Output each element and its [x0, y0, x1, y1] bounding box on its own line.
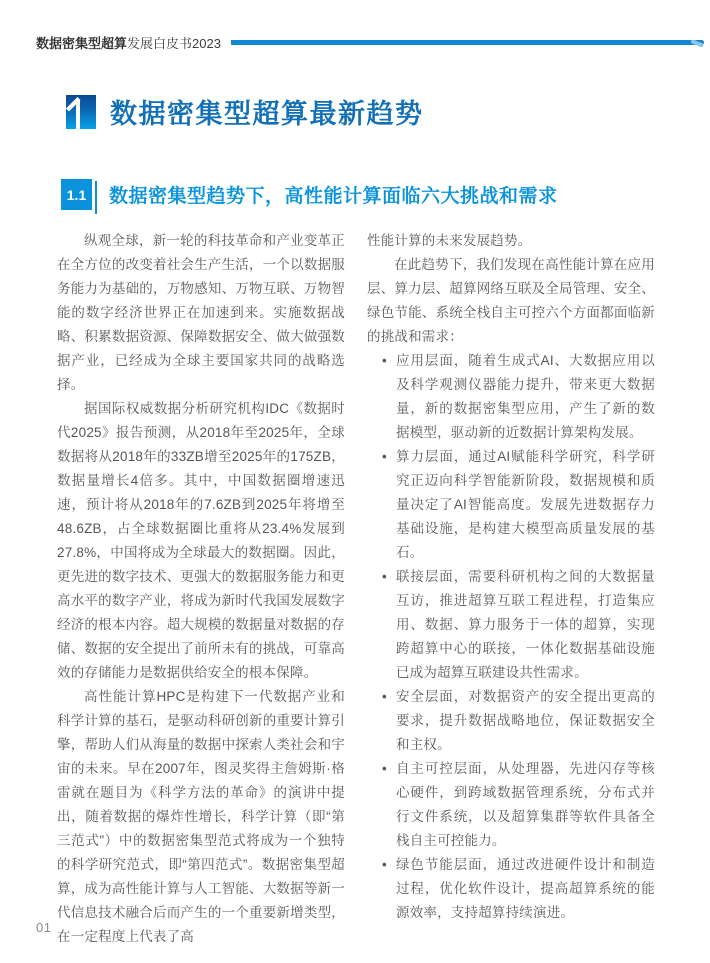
bullet-item: • 自主可控层面，从处理器，先进闪存等核心硬件，到跨域数据管理系统，分布式并行文件系统，以及超算集群等软件具备全栈自主可控能力。: [367, 757, 655, 853]
body-paragraph: 在此趋势下，我们发现在高性能计算在应用层、算力层、超算网络互联及全局管理、安全、绿色节能、系统全栈自主可控六个方面都面临新的挑战和需求：: [367, 257, 655, 344]
document-title-rest: 发展白皮书2023: [127, 35, 221, 51]
subsection-title: 数据密集型趋势下，高性能计算面临六大挑战和需求: [109, 186, 558, 207]
body-paragraph: 据国际权威数据分析研究机构IDC《数据时代2025》报告预测，从2018年至2025年，全球数据将从2018年的33ZB增至2025年的175ZB，数据量增长4倍多。其中，中国数据圈增速迅速，预计将从2018年的7.6ZB到2025年将增至48.6ZB，占全球数据圈比重将从23.4%发展到27.8%，中国将成为全球最大的数据圈。因此，更先进的数字技术、更强大的数据服务能力和更高水平的数字产业，将成为新时代我国发展数字经济的根本内容。超大规模的数据量对数据的存储、数据的安全提出了前所未有的挑战，可靠高效的存储能力是数据供给安全的根本保障。: [57, 401, 345, 680]
bullet-item: • 安全层面，对数据资产的安全提出更高的要求，提升数据战略地位，保证数据安全和主权。: [367, 685, 655, 757]
page-title: 数据密集型超算最新趋势: [110, 99, 424, 129]
subsection-number-badge: 1.1: [61, 179, 92, 210]
challenges-bullet-list: [367, 349, 655, 925]
bullet-item: • 应用层面，随着生成式AI、大数据应用以及科学观测仪器能力提升，带来更大数据量，新的数据密集型应用，产生了新的数据模型，驱动新的近数据计算架构发展。: [367, 349, 655, 445]
chapter-heading: [66, 92, 424, 131]
body-paragraph-continuation: 性能计算的未来发展趋势。: [367, 233, 532, 248]
bullet-item: • 算力层面，通过AI赋能科学研究，科学研究正迈向科学智能新阶段，数据规模和质量决定了AI智能高度。发展先进数据存力基础设施，是构建大模型高质量发展的基石。: [367, 445, 655, 565]
body-columns: [57, 229, 655, 949]
bullet-item: • 绿色节能层面，通过改进硬件设计和制造过程，优化软件设计，提高超算系统的能源效率，支持超算持续演进。: [367, 853, 655, 925]
bullet-item: • 联接层面，需要科研机构之间的大数据量互访，推进超算互联工程进程，打造集应用、数据、算力服务于一体的超算，实现跨超算中心的联接，一体化数据基础设施已成为超算互联建设共性需求。: [367, 565, 655, 685]
header-rule-decoration: [231, 40, 704, 45]
document-title: [36, 33, 221, 52]
subsection-heading: [61, 179, 558, 210]
left-column: [57, 229, 345, 949]
body-paragraph: 高性能计算HPC是构建下一代数据产业和科学计算的基石，是驱动科研创新的重要计算引擎，帮助人们从海量的数据中探索人类社会和宇宙的未来。早在2007年，图灵奖得主詹姆斯·格雷就在题目为《科学方法的革命》的演讲中提出，随着数据的爆炸性增长，科学计算（即“第三范式”）中的数据密集型范式将成为一个独特的科学研究范式，即“第四范式”。数据密集型超算，成为高性能计算与人工智能、大数据等新一代信息技术融合后而产生的一个重要新增类型，在一定程度上代表了高: [57, 689, 345, 944]
page-header: [36, 33, 704, 51]
right-column: [367, 229, 655, 949]
page-number: 01: [36, 920, 52, 935]
document-title-bold: 数据密集型超算: [36, 35, 128, 51]
chapter-number-icon: [66, 95, 96, 129]
body-paragraph: 纵观全球，新一轮的科技革命和产业变革正在全方位的改变着社会生产生活，一个以数据服务能力为基础的，万物感知、万物互联、万物智能的数字经济世界正在加速到来。实施数据战略、积累数据资源、保障数据安全、做大做强数据产业，已经成为全球主要国家共同的战略选择。: [57, 233, 345, 392]
